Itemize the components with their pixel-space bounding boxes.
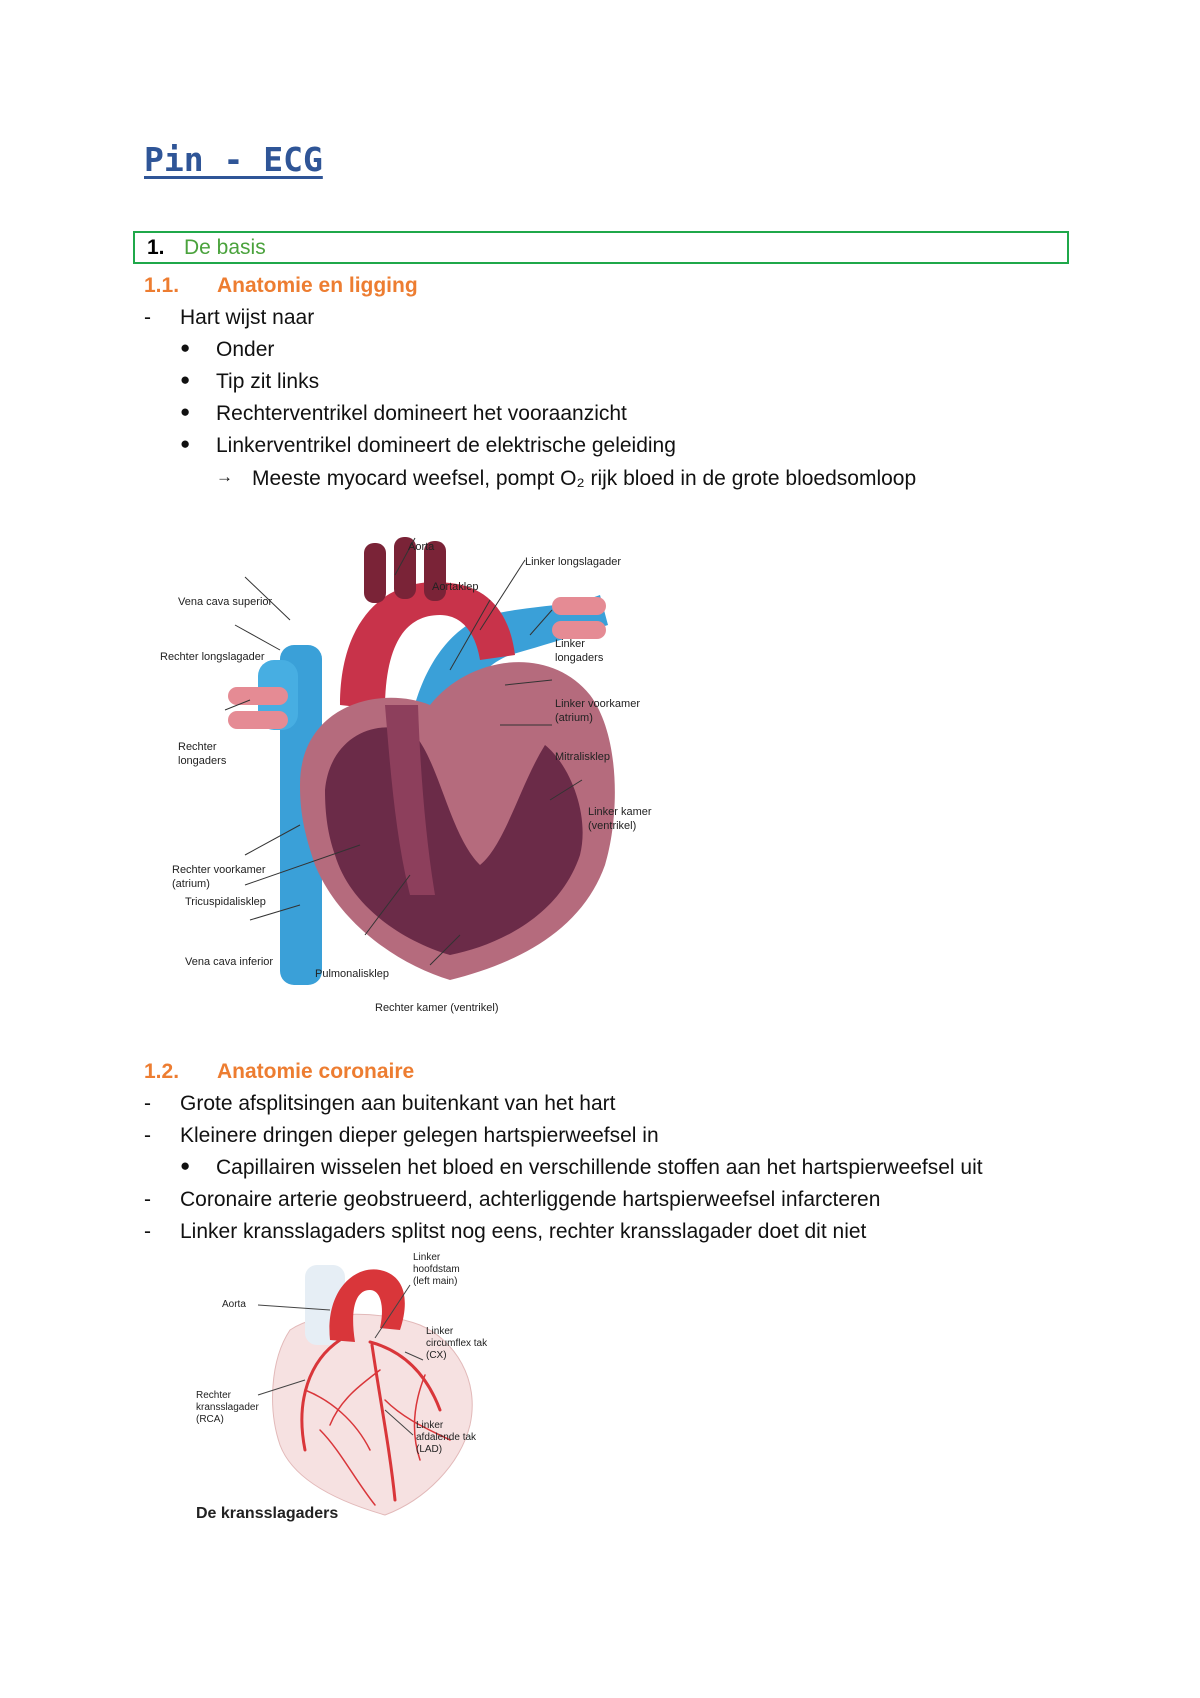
label-hoofdstam-3: (left main)	[413, 1276, 458, 1287]
bullet-icon: ●	[180, 1156, 191, 1175]
label-circumflex-3: (CX)	[426, 1350, 447, 1361]
list-item-text: Kleinere dringen dieper gelegen hartspierweefsel in	[180, 1124, 659, 1147]
pulmonary-vein	[552, 621, 606, 639]
section-title: De basis	[184, 235, 266, 259]
bullet-text: Capillairen wisselen het bloed en verschillende stoffen aan het hartspierweefsel uit	[216, 1156, 983, 1179]
dash-marker: -	[144, 1092, 151, 1115]
arrow-item-text: Meeste myocard weefsel, pompt O₂ rijk bloed in de grote bloedsomloop	[252, 467, 917, 490]
bullet-item	[180, 338, 274, 362]
label-lad-2: afdalende tak	[416, 1432, 477, 1443]
label-pulmonalisklep: Pulmonalisklep	[315, 968, 389, 980]
label-linker-voorkamer-2: (atrium)	[555, 712, 593, 724]
list-item-text: Coronaire arterie geobstrueerd, achterliggende hartspierweefsel infarcteren	[180, 1188, 881, 1211]
subsection-heading-1-1	[144, 274, 418, 298]
bullet-item	[180, 402, 627, 426]
bullet-item	[180, 370, 319, 394]
arrow-item	[216, 467, 916, 491]
list-item	[144, 306, 314, 330]
label-rechter-voorkamer-2: (atrium)	[172, 878, 210, 890]
heart-anatomy-figure	[150, 535, 710, 1025]
label-linker-longslagader: Linker longslagader	[525, 556, 622, 568]
bullet-text: Tip zit links	[216, 370, 320, 393]
label-aorta: Aorta	[222, 1299, 246, 1310]
label-rechter-voorkamer: Rechter voorkamer	[172, 864, 266, 876]
dash-marker: -	[144, 1188, 151, 1211]
list-item-text: Linker kransslagaders splitst nog eens, rechter kransslagader doet dit niet	[180, 1220, 867, 1243]
label-circumflex: Linker	[426, 1326, 454, 1337]
label-linker-kamer: Linker kamer	[588, 806, 652, 818]
section-heading-box	[133, 231, 1069, 264]
label-vena-cava-superior: Vena cava superior	[178, 596, 273, 608]
label-linker-longaders-2: longaders	[555, 652, 604, 664]
list-item-text: Hart wijst naar	[180, 306, 315, 329]
bullet-item	[180, 1156, 983, 1180]
list-item-text: Grote afsplitsingen aan buitenkant van het hart	[180, 1092, 616, 1115]
subsection-number: 1.2.	[144, 1060, 180, 1083]
label-rechter-longslagader: Rechter longslagader	[160, 651, 265, 663]
label-hoofdstam: Linker	[413, 1252, 441, 1263]
label-linker-voorkamer: Linker voorkamer	[555, 698, 640, 710]
label-circumflex-2: circumflex tak	[426, 1338, 488, 1349]
bullet-icon: ●	[180, 370, 191, 389]
label-hoofdstam-2: hoofdstam	[413, 1264, 460, 1275]
subsection-title: Anatomie en ligging	[217, 274, 418, 297]
label-linker-longaders: Linker	[555, 638, 585, 650]
subsection-heading-1-2	[144, 1060, 414, 1084]
list-item	[144, 1092, 615, 1116]
aorta-branch	[364, 543, 386, 603]
figure-caption: De kransslagaders	[196, 1505, 339, 1522]
label-tricuspidalisklep: Tricuspidalisklep	[185, 896, 266, 908]
bullet-item	[180, 434, 676, 458]
dash-marker: -	[144, 1220, 151, 1243]
dash-marker: -	[144, 306, 151, 329]
label-rca-3: (RCA)	[196, 1414, 224, 1425]
bullet-icon: ●	[180, 434, 191, 453]
label-aorta: Aorta	[408, 541, 435, 553]
bullet-text: Rechterventrikel domineert het vooraanzicht	[216, 402, 627, 425]
arrow-right-icon: →	[216, 467, 233, 486]
bullet-icon: ●	[180, 402, 191, 421]
dash-marker: -	[144, 1124, 151, 1147]
bullet-text: Onder	[216, 338, 275, 361]
label-rca: Rechter	[196, 1390, 232, 1401]
coronary-arteries-figure	[180, 1250, 560, 1530]
section-number: 1.	[147, 235, 165, 259]
bullet-text: Linkerventrikel domineert de elektrische geleiding	[216, 434, 676, 457]
label-rca-2: kransslagader	[196, 1402, 259, 1413]
label-rechter-longaders: Rechter	[178, 741, 217, 753]
pulmonary-vein	[228, 687, 288, 705]
label-rechter-kamer: Rechter kamer (ventrikel)	[375, 1002, 499, 1014]
subsection-number: 1.1.	[144, 274, 180, 297]
label-lad: Linker	[416, 1420, 444, 1431]
list-item	[144, 1220, 866, 1244]
label-aortaklep: Aortaklep	[432, 581, 479, 593]
label-mitralisklep: Mitralisklep	[555, 751, 611, 763]
label-lad-3: (LAD)	[416, 1444, 443, 1455]
page-title: Pin - ECG	[144, 140, 323, 179]
bullet-icon: ●	[180, 338, 191, 357]
label-linker-kamer-2: (ventrikel)	[588, 820, 637, 832]
pulmonary-vein	[228, 711, 288, 729]
list-item	[144, 1188, 880, 1212]
subsection-title: Anatomie coronaire	[217, 1060, 415, 1083]
label-vena-cava-inferior: Vena cava inferior	[185, 956, 274, 968]
label-rechter-longaders-2: longaders	[178, 755, 227, 767]
list-item	[144, 1124, 659, 1148]
pulmonary-vein	[552, 597, 606, 615]
